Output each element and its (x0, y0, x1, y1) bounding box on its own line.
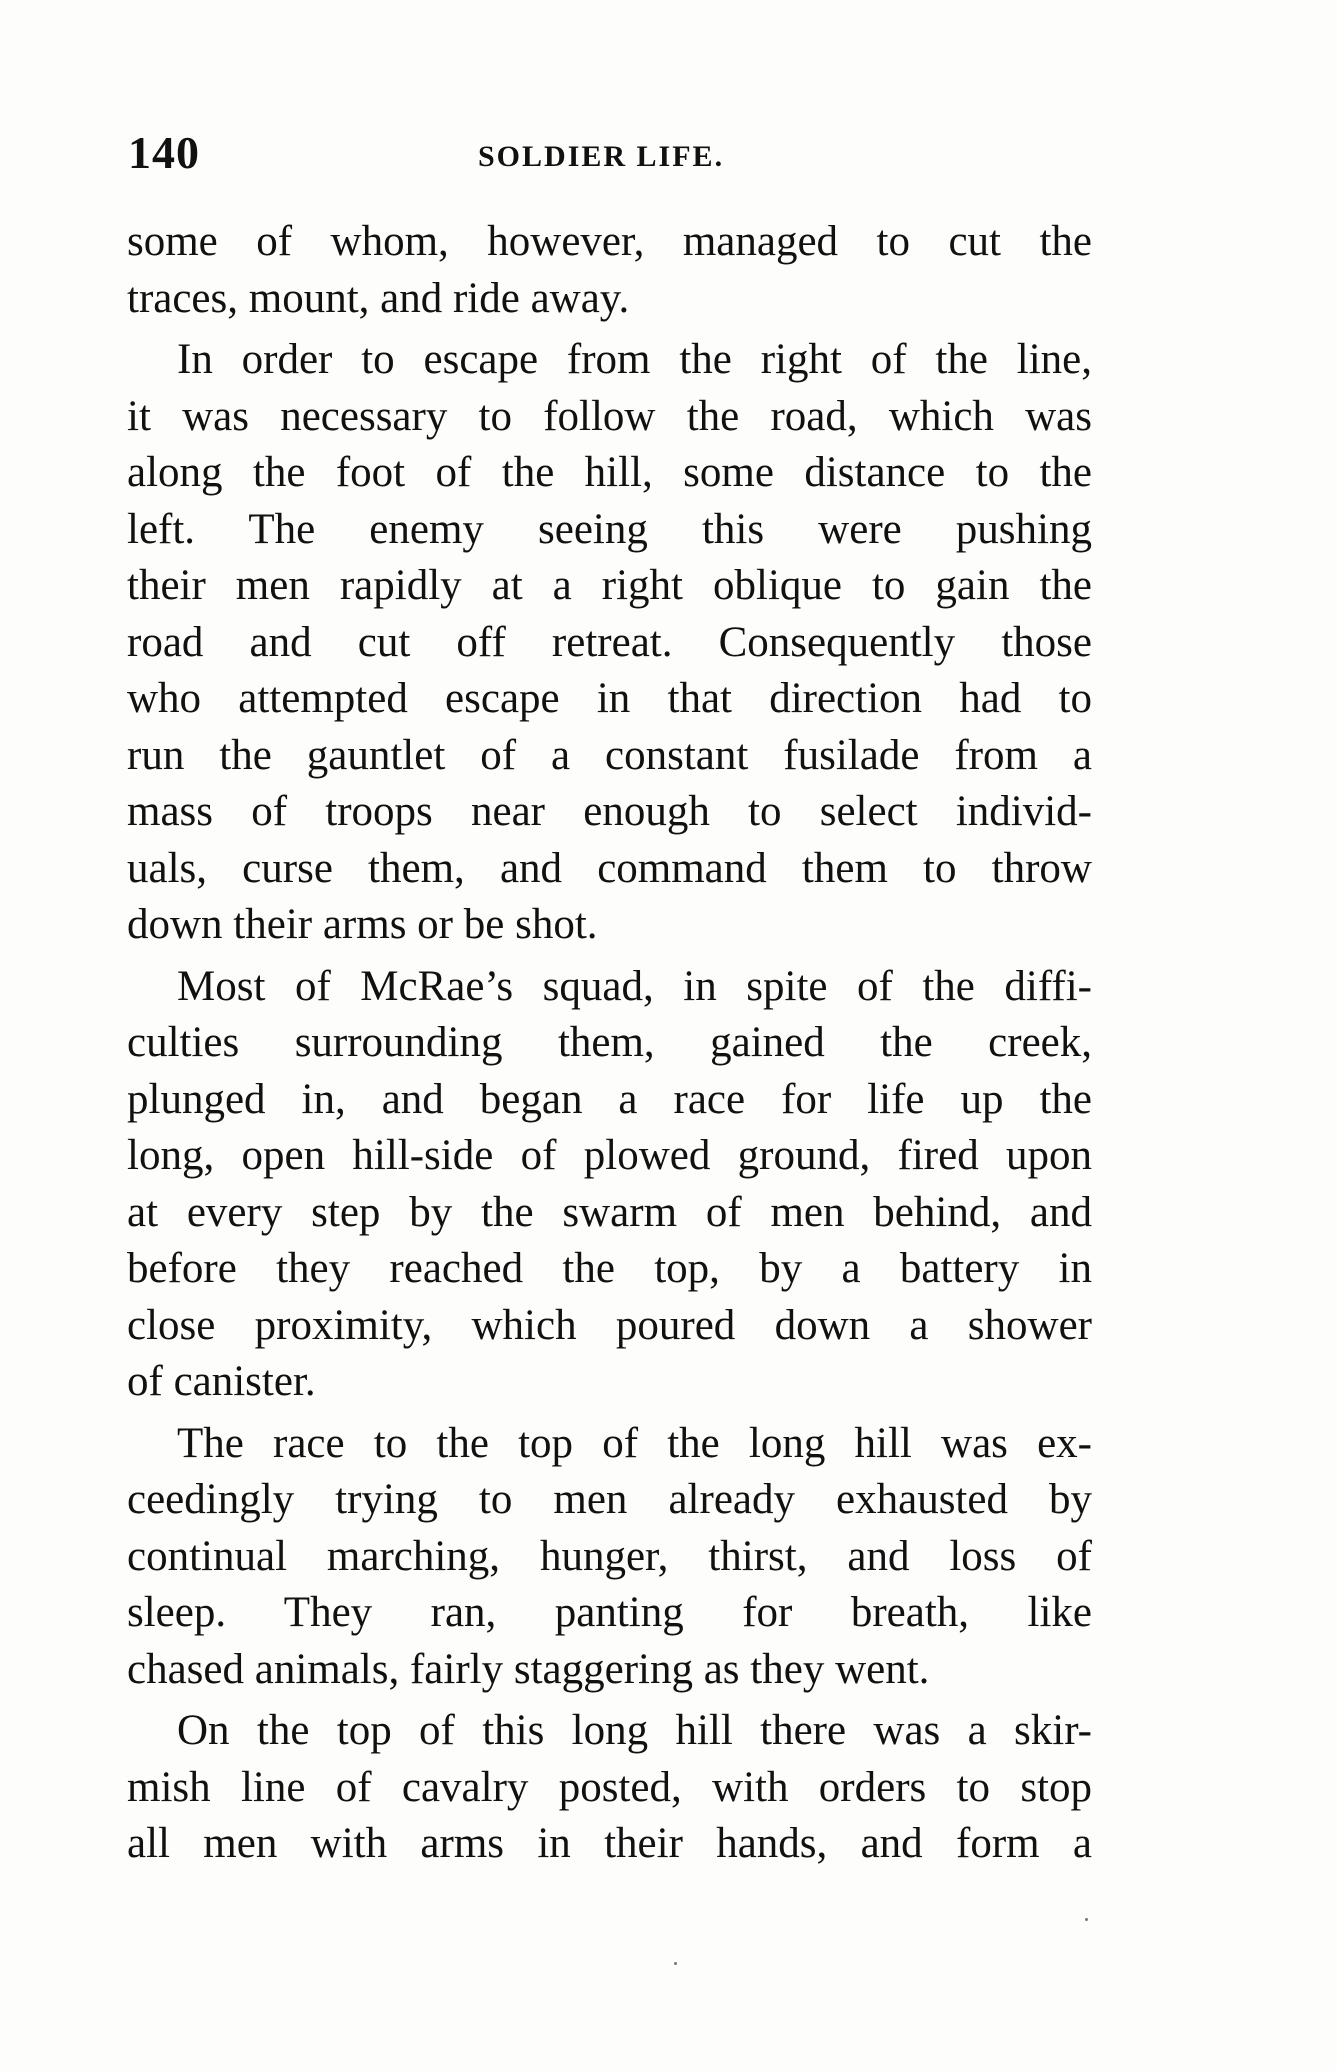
text-line: long, open hill-side of plowed ground, fired upon (127, 1132, 1092, 1179)
text-line: some of whom, however, managed to cut the (127, 218, 1092, 265)
text-line: of canister. (127, 1358, 316, 1405)
text-line: run the gauntlet of a constant fusilade from a (127, 731, 1092, 779)
paragraph-3 (127, 959, 1092, 1411)
paper-speck (674, 1962, 677, 1965)
page-number: 140 (128, 127, 200, 178)
paper-speck (1085, 1918, 1088, 1921)
text-line: along the foot of the hill, some distance to the (127, 449, 1092, 496)
text-line: road and cut off retreat. Consequently those (127, 618, 1092, 666)
text-line: down their arms or be shot. (127, 901, 598, 948)
running-title: SOLDIER LIFE. (478, 140, 725, 173)
text-line: their men rapidly at a right oblique to gain the (127, 562, 1092, 609)
text-line: On the top of this long hill there was a skir- (177, 1707, 1092, 1754)
text-line: before they reached the top, by a battery in (127, 1245, 1092, 1292)
paragraph-5 (127, 1703, 1092, 1873)
text-line: close proximity, which poured down a shower (127, 1301, 1092, 1349)
paragraph-1 (127, 214, 1092, 327)
running-head (128, 126, 1088, 186)
paragraph-4 (127, 1416, 1092, 1699)
text-line: ceedingly trying to men already exhausted by (127, 1476, 1092, 1523)
body-text (127, 214, 1092, 1873)
text-line: culties surrounding them, gained the creek, (127, 1019, 1092, 1066)
text-line: Most of McRae’s squad, in spite of the diffi- (177, 962, 1092, 1010)
text-line: all men with arms in their hands, and form a (127, 1820, 1092, 1867)
text-line: traces, mount, and ride away. (127, 274, 630, 322)
text-line: chased animals, fairly staggering as they went. (127, 1645, 930, 1693)
text-line: left. The enemy seeing this were pushing (127, 505, 1092, 553)
text-line: at every step by the swarm of men behind, and (127, 1188, 1092, 1236)
text-line: In order to escape from the right of the line, (177, 336, 1092, 383)
text-line: mass of troops near enough to select individ- (127, 788, 1092, 835)
text-line: sleep. They ran, panting for breath, like (127, 1589, 1092, 1636)
text-line: uals, curse them, and command them to throw (127, 844, 1092, 892)
text-line: The race to the top of the long hill was ex- (177, 1419, 1092, 1467)
paragraph-2 (127, 332, 1092, 954)
text-line: plunged in, and began a race for life up the (127, 1075, 1092, 1123)
text-line: continual marching, hunger, thirst, and loss of (127, 1532, 1092, 1580)
text-line: it was necessary to follow the road, which was (127, 392, 1092, 440)
text-line: mish line of cavalry posted, with orders to stop (127, 1763, 1092, 1811)
text-line: who attempted escape in that direction had to (127, 675, 1092, 722)
